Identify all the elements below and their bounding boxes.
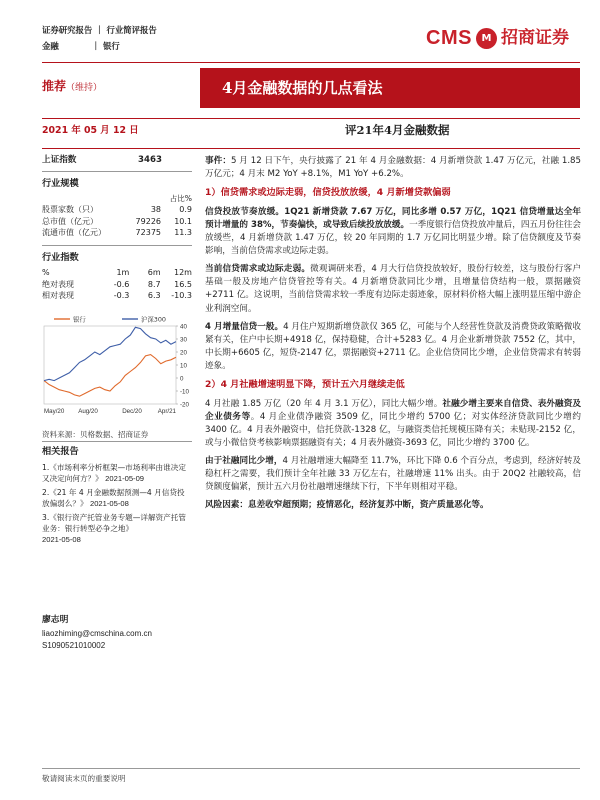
- report-subtitle: 评21年4月金融数据: [345, 123, 450, 137]
- date-bottom-line: [42, 148, 580, 149]
- y-tick-label: 40: [180, 323, 187, 331]
- y-tick-label: -10: [180, 388, 189, 396]
- date-top-line: [42, 118, 580, 119]
- left-column: [42, 154, 192, 302]
- row-value: 38: [150, 205, 161, 215]
- related-item-text[interactable]: 2.《21 年 4 月金融数据预测—4 月信贷投放偏弱么？》: [42, 488, 185, 509]
- row-label: 总市值（亿元）: [42, 216, 98, 226]
- x-tick-label: May/20: [44, 408, 65, 415]
- related-item-date: 2021-05-08: [89, 499, 129, 509]
- legend-label: 沪深300: [141, 315, 166, 324]
- risk-paragraph: [205, 499, 581, 512]
- x-tick-label: Apr/21: [157, 408, 176, 415]
- p4-text2: 。4 月企业债净融资 3509 亿，同比少增约 5700 亿；对实体经济贷款同比少增约 3400 亿。4 月表外融资中，信托贷款-1328 亿，与融资类信托规模压降有关；未贴现-2152 亿，或与小微信贷考核影响票据融资有关；4 月表外融资-3693 亿，同比少增约 3700 亿。: [205, 411, 581, 449]
- index-performance-chart: [40, 312, 192, 424]
- plot-frame: [44, 326, 176, 404]
- p1-bold2: 1Q21 新增贷款 7.67 万亿，同比多增 0.57 万亿，1Q21 信贷增量达全年预计增量的 38%，节奏偏快，或导致后续投放放缓。: [205, 207, 581, 231]
- table-row: [42, 204, 192, 216]
- row-label: 流通市值（亿元）: [42, 228, 106, 238]
- x-tick-label: Aug/20: [78, 408, 98, 415]
- author-email[interactable]: liaozhiming@cmschina.com.cn: [42, 628, 152, 638]
- related-item[interactable]: [42, 512, 192, 545]
- table-row: [42, 290, 192, 302]
- p1-text: 一季度银行信贷投放冲量后，四五月份往往会放缓些，4 月新增贷款 1.47 万亿，较 20 年同期的 1.7 万亿同比明显少增。除了信贷额度及节奏影响，当前信贷需求或边际走弱。: [205, 220, 581, 257]
- industry-index-title: 行业指数: [42, 251, 79, 263]
- title-banner: [200, 68, 580, 108]
- index-row: [42, 154, 192, 168]
- scale-col-header: [42, 193, 192, 204]
- industry-category: [42, 40, 120, 52]
- logo-emblem: M: [476, 28, 497, 49]
- related-item-text[interactable]: 3.《银行资产托管业务专题—详解资产托管业务：银行转型必争之地》: [42, 513, 186, 534]
- y-tick-label: 20: [180, 349, 187, 357]
- related-item[interactable]: [42, 462, 192, 484]
- y-tick-label: -20: [180, 401, 189, 409]
- row-value: 79226: [135, 216, 161, 226]
- risk-text: 息差收窄超预期；疫情恶化，经济复苏中断，资产质量恶化等。: [247, 500, 489, 511]
- row-share: 0.9: [179, 205, 192, 215]
- row-value: -0.3: [113, 291, 130, 301]
- divider: [42, 171, 192, 172]
- table-row: [42, 227, 192, 239]
- row-label: 绝对表现: [42, 279, 74, 289]
- author-block: [42, 614, 192, 652]
- scale-col-header-text: 占比%: [169, 194, 192, 204]
- paragraph-1: [205, 206, 581, 258]
- p4-text1: 4 月社融 1.85 万亿（20 年 4 月 3.1 万亿），同比大幅少增。: [205, 398, 443, 409]
- index-header-row: [42, 267, 192, 279]
- row-share: 10.1: [174, 216, 192, 226]
- p3-bold: 4 月增量信贷一般。: [205, 321, 284, 332]
- p4-bold: 社融少增主要来自信贷、表外融资及企业债务等: [205, 398, 581, 422]
- event-text: 5 月 12 日下午，央行披露了 21 年 4 月金融数据：4 月新增贷款 1.47 万亿元，社融 1.85 万亿元；4 月末 M2 YoY +8.1%，M1 YoY +6.2%。: [205, 156, 581, 180]
- author-name: 廖志明: [42, 615, 69, 625]
- series-line-csi300: [44, 327, 176, 380]
- sector-label: 金融: [42, 41, 59, 51]
- col-header: 6m: [147, 268, 161, 278]
- logo-text: CMS: [426, 26, 472, 49]
- row-share: 11.3: [174, 228, 192, 238]
- row-label: 相对表现: [42, 291, 74, 301]
- footer-note: 敬请阅读末页的重要说明: [42, 774, 126, 783]
- related-title: 相关报告: [42, 446, 79, 457]
- row-value: 72375: [135, 228, 161, 238]
- row-value: 8.7: [147, 279, 161, 289]
- row-label: 股票家数（只）: [42, 205, 98, 215]
- header-divider: [42, 62, 580, 63]
- y-tick-label: 30: [180, 336, 187, 344]
- index-label: 上证指数: [42, 155, 77, 165]
- divider: [42, 441, 192, 442]
- cms-logo: [426, 20, 569, 56]
- x-tick-label: Dec/20: [122, 408, 142, 415]
- chart-source: 资料来源：贝格数据、招商证券: [42, 430, 149, 439]
- event-paragraph: [205, 155, 581, 181]
- rating-label: 推荐: [42, 79, 67, 93]
- row-value: -10.3: [171, 291, 192, 301]
- scale-table: [42, 204, 192, 239]
- author-id: S1090521010002: [42, 641, 106, 651]
- paragraph-4: [205, 398, 581, 450]
- related-reports: [42, 445, 192, 545]
- row-value: 6.3: [147, 291, 161, 301]
- section-1-title: 1）信贷需求或边际走弱，信贷投放放缓，4 月新增贷款偏弱: [205, 187, 451, 199]
- section-2-title: 2）4 月社融增速明显下降，预计五六月继续走低: [205, 378, 405, 390]
- table-row: [42, 216, 192, 228]
- rating-sub: （维持）: [66, 83, 103, 93]
- y-tick-label: 0: [180, 375, 184, 383]
- report-category: 证券研究报告 ｜ 行业简评报告: [42, 25, 157, 35]
- rating: [42, 78, 102, 95]
- col-header: 12m: [174, 268, 192, 278]
- p3-text: 4 月住户短期新增贷款仅 365 亿，可能与个人经营性贷款及消费贷政策略微收紧有关，住户中长期+4918 亿，保持稳健，合计+5283 亿。4 月企业新增贷款 7552 亿，其中，中长期+6605 亿，短贷-2147 亿，票据融资+2711 亿。企业信贷同比少增，企业信贷需求有转弱迹象。: [205, 321, 581, 371]
- related-item-text[interactable]: 1.《市场利率分析框架—市场利率由谁决定又决定向何方？》: [42, 463, 186, 484]
- related-item-date: 2021-05-09: [105, 474, 145, 484]
- p2-bold: 当前信贷需求或边际走弱。: [205, 264, 311, 275]
- row-value: 16.5: [174, 279, 192, 289]
- legend-label: 银行: [73, 315, 86, 324]
- p2-text: 微观调研来看，4 月大行信贷投放较好，股份行较差，这与股份行客户基础一般及房地产信贷管控等有关。4 月新增贷款同比少增，且增量信贷结构一般，票据融资+2711 亿。这说明，当前信贷需求较一季度有边际走弱迹象，原材料价格大幅上涨明显压缩中游企业利润空间。: [205, 264, 581, 314]
- y-tick-label: 10: [180, 362, 187, 370]
- paragraph-2: [205, 263, 581, 315]
- industry-scale-title: 行业规模: [42, 178, 79, 189]
- paragraph-5: [205, 455, 581, 494]
- related-item[interactable]: [42, 487, 192, 509]
- col-header: %: [42, 268, 50, 278]
- index-value: 3463: [138, 155, 162, 165]
- main-body: [205, 155, 581, 517]
- paragraph-3: [205, 321, 581, 373]
- p5-text: 4 月社融增速大幅降至 11.7%，环比下降 0.6 个百分点，考虑到，经济好转及稳杠杆之需要，我们预计全年社融 33 万亿左右，社融增速 11% 出头。由于 20Q2 社融较高，信贷额度偏紧，预计五六月份社融增速继续下行，下半年则相对平稳。: [205, 456, 581, 493]
- logo-cn: 招商证券: [500, 27, 569, 48]
- table-row: [42, 279, 192, 291]
- event-label: 事件：: [205, 156, 231, 166]
- related-item-date: 2021-05-08: [42, 535, 81, 545]
- report-title: 4月金融数据的几点看法: [222, 79, 383, 97]
- risk-label: 风险因素：: [205, 500, 248, 511]
- row-value: -0.6: [113, 279, 130, 289]
- col-header: 1m: [116, 268, 130, 278]
- divider: [42, 245, 192, 246]
- footer-divider: [42, 768, 580, 769]
- sub-sector-label: ｜ 银行: [91, 41, 120, 51]
- p1-bold: 信贷投放节奏放缓。: [205, 207, 285, 218]
- report-date: 2021 年 05 月 12 日: [42, 125, 139, 136]
- p5-bold: 由于社融同比少增，: [205, 456, 283, 467]
